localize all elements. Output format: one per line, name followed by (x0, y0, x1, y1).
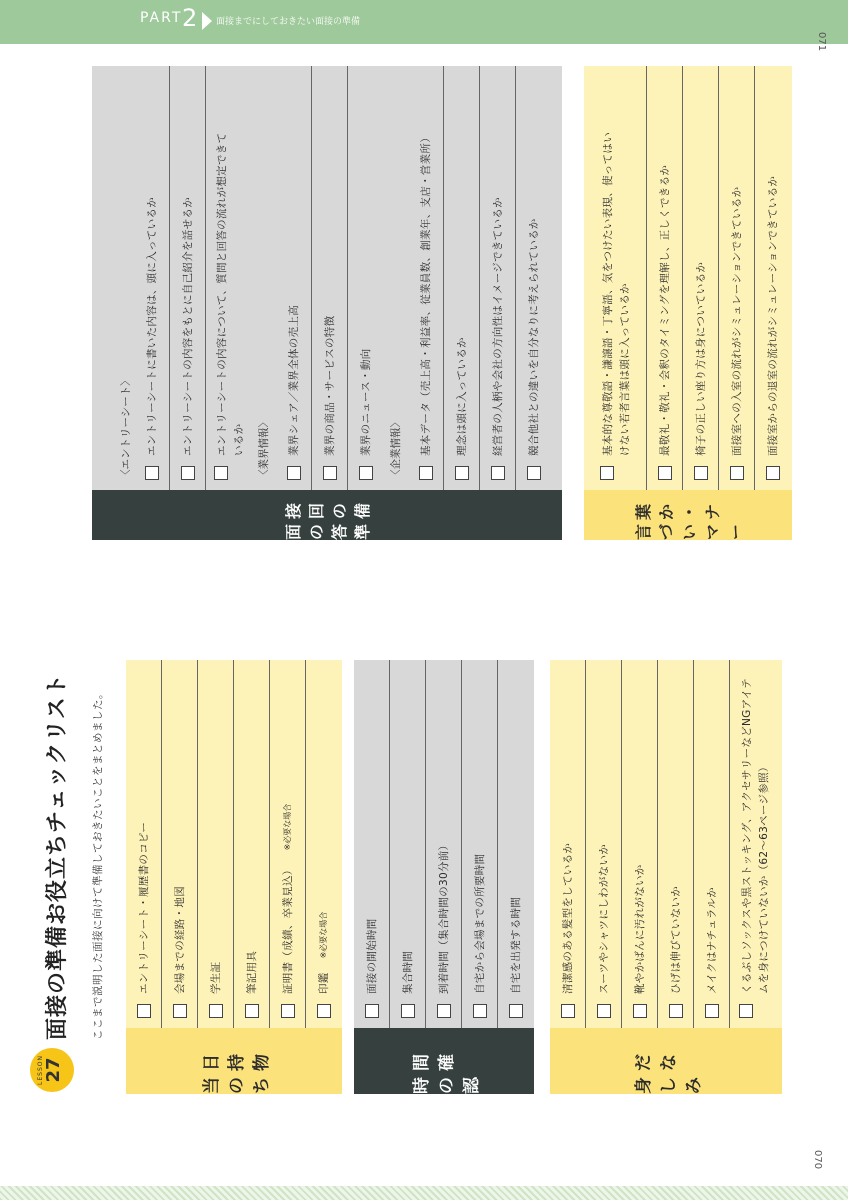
item-text: 業界のニュース・動向 (360, 348, 372, 456)
checklist-item[interactable] (592, 66, 652, 490)
section-manners-label: 言葉づかい・マナー (633, 499, 745, 540)
item-text-cont: けない若者言葉は頭に入っているか (619, 283, 631, 456)
checklist-item[interactable] (658, 660, 693, 1028)
checkbox[interactable] (401, 1004, 415, 1018)
checklist-item[interactable] (276, 66, 311, 490)
section-manners (584, 66, 792, 540)
item-text: 面接室への入室の流れがシミュレーションできているか (731, 186, 743, 456)
section-time-header (354, 1028, 534, 1094)
checklist-item[interactable] (550, 660, 585, 1028)
checklist-item[interactable] (462, 660, 497, 1028)
item-text-wrap (600, 132, 634, 456)
checklist-item[interactable] (162, 660, 197, 1028)
checkbox[interactable] (600, 466, 614, 480)
item-text: エントリーシートの内容について、質問と回答の流れが想定できて (216, 132, 228, 456)
item-text: エントリーシートに書いた内容は、頭に入っているか (146, 197, 158, 456)
checklist-item[interactable] (694, 660, 729, 1028)
section-answers-header (92, 490, 562, 540)
item-text: 集合時間 (402, 950, 414, 994)
checkbox[interactable] (359, 466, 373, 480)
item-text: 経営者の人柄や会社の方向性はイメージできているか (492, 197, 504, 456)
item-text: 最敬礼・敬礼・会釈のタイミングを理解し、正しくできるか (659, 164, 671, 456)
item-text: 会場までの経路・地図 (174, 886, 186, 994)
item-text: 競合他社との違いを自分なりに考えられているか (528, 218, 540, 456)
checklist-item[interactable] (126, 660, 161, 1028)
item-text: メイクはナチュラルか (706, 887, 718, 994)
item-text: エントリーシートの内容をもとに自己紹介を話せるか (182, 197, 194, 456)
checklist-item[interactable] (586, 660, 621, 1028)
lesson-badge (30, 1048, 74, 1092)
checklist-item[interactable] (730, 660, 791, 1028)
section-appearance-label: 身だしなみ (633, 1048, 704, 1094)
checkbox[interactable] (145, 466, 159, 480)
item-text: くるぶしソックスや黒ストッキング、アクセサリーなどNGアイテ (741, 677, 753, 994)
checkbox[interactable] (173, 1004, 187, 1018)
intro-text: ここまで説明した面接に向けて準備しておきたいことをまとめました。 (92, 688, 104, 1040)
checkbox[interactable] (419, 466, 433, 480)
checkbox[interactable] (214, 466, 228, 480)
page-title: 面接の準備お役立ちチェックリスト (45, 673, 70, 1040)
checkbox[interactable] (455, 466, 469, 480)
section-appearance (550, 660, 782, 1094)
checklist-item[interactable] (198, 660, 233, 1028)
item-text: 到着時間（集合時間の30分前） (438, 839, 450, 994)
section-manners-header (584, 490, 792, 540)
checkbox[interactable] (658, 466, 672, 480)
section-belongings-list (126, 660, 342, 1028)
checklist-item[interactable] (170, 66, 205, 490)
section-belongings (126, 660, 342, 1094)
checkbox[interactable] (437, 1004, 451, 1018)
checklist-item[interactable] (498, 660, 533, 1028)
item-text: 靴やかばんに汚れがないか (634, 864, 646, 994)
part-number: 2 (182, 4, 198, 32)
checkbox[interactable] (694, 466, 708, 480)
item-note: ※必要な場合 (283, 803, 292, 851)
item-text: 業界の商品・サービスの特徴 (324, 315, 336, 456)
item-text: 証明書（成績、卒業見込） (282, 864, 294, 994)
checklist-item[interactable] (408, 66, 443, 490)
checklist-item[interactable] (234, 660, 269, 1028)
item-text: 面接室からの退室の流れがシミュレーションできているか (767, 175, 779, 456)
checkbox[interactable] (597, 1004, 611, 1018)
item-text: 理念は頭に入っているか (456, 337, 468, 456)
checklist-item[interactable] (444, 66, 479, 490)
item-text: 清潔感のある髪型をしているか (562, 842, 574, 994)
category-entry-sheet: 〈エントリーシート〉 (120, 375, 132, 480)
item-text: 自宅から会場までの所要時間 (474, 853, 486, 994)
part-label: PART (140, 10, 183, 26)
section-time-list (354, 660, 534, 1028)
checklist-item[interactable] (683, 66, 718, 490)
checklist-item[interactable] (647, 66, 682, 490)
checkbox[interactable] (137, 1004, 151, 1018)
section-answers-list (92, 66, 562, 490)
item-text: ひげは伸びていないか (670, 886, 682, 994)
page-number-left: 070 (812, 1150, 823, 1170)
section-belongings-label: 当日の持ち物 (201, 1048, 272, 1094)
checklist-item[interactable] (719, 66, 754, 490)
section-appearance-header (550, 1028, 782, 1094)
checkbox[interactable] (730, 466, 744, 480)
checkbox[interactable] (491, 466, 505, 480)
item-text: 筆記用具 (246, 950, 258, 994)
checkbox[interactable] (527, 466, 541, 480)
checkbox[interactable] (365, 1004, 379, 1018)
checkbox[interactable] (323, 466, 337, 480)
item-text: 学生証 (210, 961, 222, 994)
section-belongings-header (126, 1028, 342, 1094)
item-text-wrap (739, 678, 773, 994)
checkbox[interactable] (669, 1004, 683, 1018)
item-text: 面接の開始時間 (366, 918, 378, 994)
item-text-cont: いるか (233, 423, 245, 456)
section-time-label: 時間の確認 (411, 1048, 482, 1094)
section-answers (92, 66, 562, 540)
checklist-item[interactable] (480, 66, 515, 490)
item-text: エントリーシート・履歴書のコピー (138, 821, 150, 994)
item-note: ※必要な場合 (319, 911, 328, 959)
lesson-number: 27 (43, 1057, 64, 1083)
checklist-item[interactable] (426, 660, 461, 1028)
checklist-item[interactable] (312, 66, 347, 490)
item-text: 業界シェア／業界全体の売上高 (288, 305, 300, 456)
checkbox[interactable] (739, 1004, 753, 1018)
section-appearance-list (550, 660, 782, 1028)
checklist-item[interactable] (306, 660, 341, 1028)
checkbox[interactable] (181, 466, 195, 480)
category-company: 〈企業情報〉 (390, 417, 402, 480)
checkbox[interactable] (561, 1004, 575, 1018)
checklist-item[interactable] (516, 66, 551, 490)
item-text: 椅子の正しい座り方は身についているか (695, 261, 707, 456)
checkbox[interactable] (766, 466, 780, 480)
checkbox[interactable] (633, 1004, 647, 1018)
checkbox[interactable] (209, 1004, 223, 1018)
section-time (354, 660, 534, 1094)
checkbox[interactable] (509, 1004, 523, 1018)
checkbox[interactable] (317, 1004, 331, 1018)
checkbox[interactable] (245, 1004, 259, 1018)
checklist-item[interactable] (390, 660, 425, 1028)
checkbox[interactable] (473, 1004, 487, 1018)
item-text-wrap (214, 133, 248, 456)
lesson-label: LESSON (37, 1055, 44, 1085)
checklist-item[interactable] (134, 66, 169, 490)
checklist-item[interactable] (270, 660, 305, 1028)
item-text: 印鑑 (318, 972, 330, 994)
item-text-cont: ムを身につけていないか（62～63ページ参照） (758, 761, 770, 994)
header-subtitle: 面接までにしておきたい面接の準備 (216, 17, 361, 27)
page-number-right: 071 (816, 32, 827, 52)
checklist-item[interactable] (622, 660, 657, 1028)
checklist-item[interactable] (755, 66, 790, 490)
section-manners-list (584, 66, 792, 490)
checklist-item[interactable] (348, 66, 383, 490)
item-text: 基本データ（売上高・利益率、従業員数、創業年、支店・営業所） (420, 132, 432, 456)
checklist-item[interactable] (354, 660, 389, 1028)
item-text: スーツやシャツにしわがないか (598, 843, 610, 994)
checkbox[interactable] (705, 1004, 719, 1018)
item-text: 自宅を出発する時間 (510, 896, 522, 994)
checkbox[interactable] (287, 466, 301, 480)
item-text: 基本的な尊敬語・謙譲語・丁寧語、気をつけたい表現、使ってはい (602, 132, 614, 456)
category-industry: 〈業界情報〉 (258, 417, 270, 480)
section-answers-label: 面接の回答の準備 (284, 497, 372, 540)
checkbox[interactable] (281, 1004, 295, 1018)
